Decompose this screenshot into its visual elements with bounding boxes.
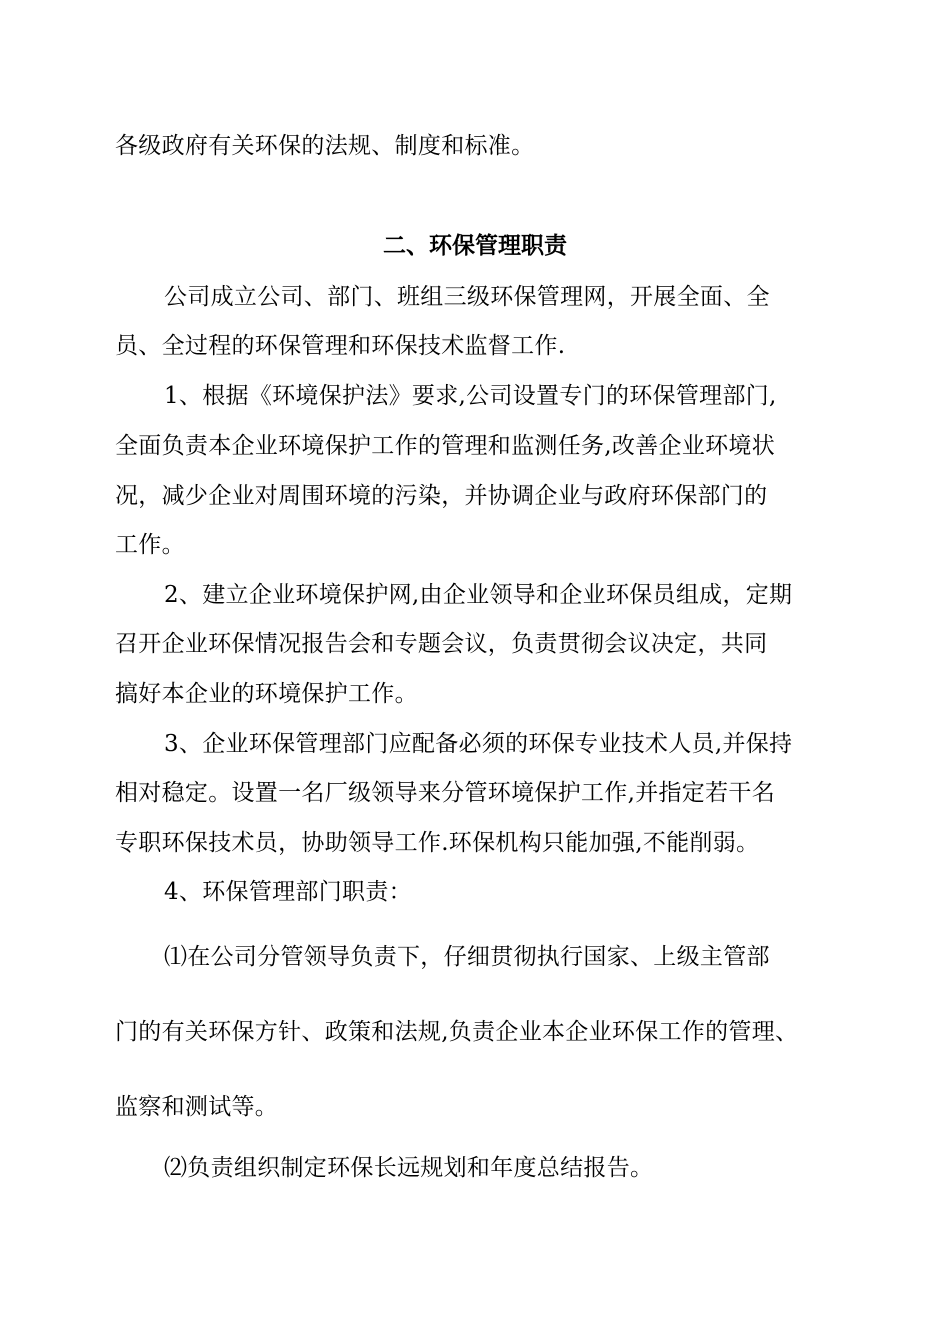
text-line: 1、根据《环境保护法》要求,公司设置专门的环保管理部门, [164, 383, 777, 409]
text-line: 门的有关环保方针、政策和法规,负责企业本企业环保工作的管理、 [115, 1019, 799, 1045]
text-line: 相对稳定。设置一名厂级领导来分管环境保护工作,并指定若干名 [115, 780, 776, 806]
text-line: 3、企业环保管理部门应配备必须的环保专业技术人员,并保持 [164, 731, 793, 757]
section-heading: 二、环保管理职责 [383, 233, 567, 259]
text-line: 况，减少企业对周围环境的污染，并协调企业与政府环保部门的 [115, 483, 768, 509]
text-line: 公司成立公司、部门、班组三级环保管理网，开展全面、全 [164, 284, 770, 310]
text-line: ⑵负责组织制定环保长远规划和年度总结报告。 [164, 1155, 654, 1181]
text-line: 搞好本企业的环境保护工作。 [115, 681, 418, 707]
text-line: 员、全过程的环保管理和环保技术监督工作. [115, 333, 566, 359]
text-line: 专职环保技术员，协助领导工作.环保机构只能加强,不能削弱。 [115, 830, 760, 856]
text-line: ⑴在公司分管领导负责下，仔细贯彻执行国家、上级主管部 [164, 944, 770, 970]
text-line: 监察和测试等。 [115, 1094, 279, 1120]
text-line: 工作。 [115, 532, 185, 558]
text-line: 4、环保管理部门职责： [164, 879, 412, 905]
text-line: 2、建立企业环境保护网,由企业领导和企业环保员组成，定期 [164, 582, 793, 608]
text-line: 全面负责本企业环境保护工作的管理和监测任务,改善企业环境状 [115, 433, 776, 459]
text-line: 各级政府有关环保的法规、制度和标准。 [115, 133, 535, 159]
text-line: 召开企业环保情况报告会和专题会议，负责贯彻会议决定，共同 [115, 631, 768, 657]
